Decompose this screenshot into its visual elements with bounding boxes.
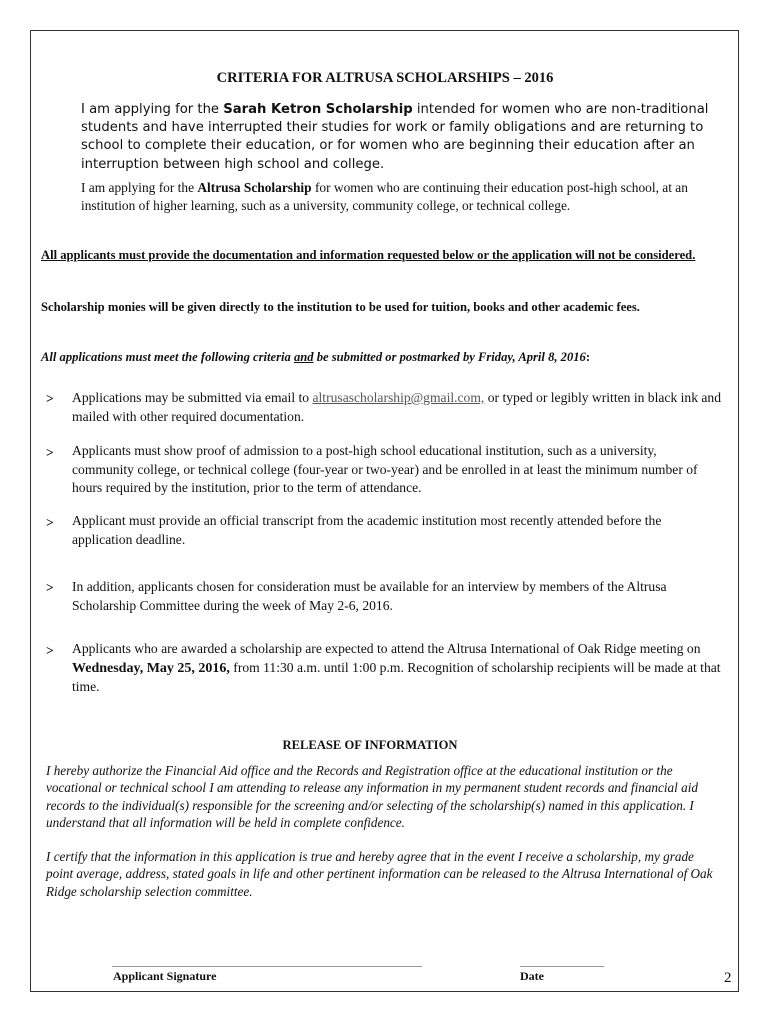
- release-heading: RELEASE OF INFORMATION: [282, 738, 458, 752]
- criteria-item-admission: Applicants must show proof of admission to a post-high school educational institution, such as a university, community college, or technical college (four-year or two-year) and be enrolled in at least the minimum number of hours required by the institution, prior to the term of attendance.: [72, 443, 698, 495]
- deadline-text-pre: All applications must meet the following criteria: [41, 350, 294, 364]
- intro-text-post: intended for women who are non-traditional students and have interrupted their studies for work or family obligations and are returning to school to complete their education, or for women who are beginning their education after an interruption between high school and college.: [81, 102, 709, 172]
- page-title: CRITERIA FOR ALTRUSA SCHOLARSHIPS – 2016: [216, 70, 554, 86]
- release-certification-paragraph: I certify that the information in this application is true and hereby agree that in the event I receive a scholarship, my grade point average, address, stated goals in life and other pertinent information can be released to the Altrusa International of Oak Ridge scholarship selection committee.: [46, 849, 713, 899]
- monies-notice: Scholarship monies will be given directly to the institution to be used for tuition, books and other academic fees.: [41, 300, 640, 314]
- criteria-item-transcript: Applicant must provide an official transcript from the academic institution most recently attended before the application deadline.: [72, 513, 662, 547]
- criteria-text-pre: Applicants who are awarded a scholarship are expected to attend the Altrusa International of Oak Ridge meeting on: [72, 641, 701, 656]
- deadline-and-emphasis: and: [293, 350, 314, 364]
- release-authorization-paragraph: I hereby authorize the Financial Aid office and the Records and Registration office at the educational institution or the vocational or technical school I am attending to release any information in my permanent student records and financial aid records to the individual(s) responsible for the screening and/or selecting of the scholarship(s) named in this application. I understand that all information will be held in complete confidence.: [46, 763, 698, 830]
- criteria-text-post: from 11:30 a.m. until 1:00 p.m. Recognition of scholarship recipients will be made at that time.: [72, 659, 721, 694]
- criteria-item-interview: In addition, applicants chosen for consideration must be available for an interview by members of the Altrusa Scholarship Committee during the week of May 2-6, 2016.: [72, 579, 667, 613]
- scholarship-name-sarah-ketron: Sarah Ketron Scholarship: [223, 102, 413, 117]
- date-line[interactable]: [520, 966, 604, 967]
- deadline-colon: :: [585, 350, 591, 364]
- bullet-marker: >: [46, 391, 54, 406]
- signature-label: Applicant Signature: [113, 969, 217, 983]
- criteria-text-pre: Applications may be submitted via email to: [72, 390, 313, 405]
- deadline-statement: [41, 349, 711, 366]
- criteria-item-meeting: [72, 640, 722, 697]
- intro-paragraph-sarah-ketron: [81, 101, 721, 174]
- email-link[interactable]: altrusascholarship@gmail.com,: [312, 390, 485, 405]
- bullet-marker: >: [46, 643, 54, 658]
- intro-paragraph-altrusa: [81, 179, 721, 215]
- deadline-text-post: be submitted or postmarked by Friday, April 8, 2016: [313, 350, 586, 364]
- requirement-notice: All applicants must provide the documentation and information requested below or the application will not be considered.: [41, 248, 696, 262]
- date-label: Date: [520, 969, 544, 983]
- intro-text-pre: I am applying for the: [81, 180, 198, 195]
- criteria-text-post: or typed or legibly written in black ink and mailed with other required documentation.: [72, 390, 722, 424]
- signature-line[interactable]: [112, 966, 422, 967]
- scholarship-name-altrusa: Altrusa Scholarship: [197, 180, 312, 195]
- page-number: 2: [724, 970, 732, 986]
- bullet-marker: >: [46, 445, 54, 460]
- intro-text-pre: I am applying for the: [81, 102, 224, 117]
- meeting-date: Wednesday, May 25, 2016,: [72, 660, 230, 676]
- criteria-item-email: [72, 389, 722, 426]
- bullet-marker: >: [46, 515, 54, 530]
- intro-text-post: for women who are continuing their education post-high school, at an institution of higher learning, such as a university, community college, or technical college.: [81, 180, 688, 213]
- bullet-marker: >: [46, 580, 54, 595]
